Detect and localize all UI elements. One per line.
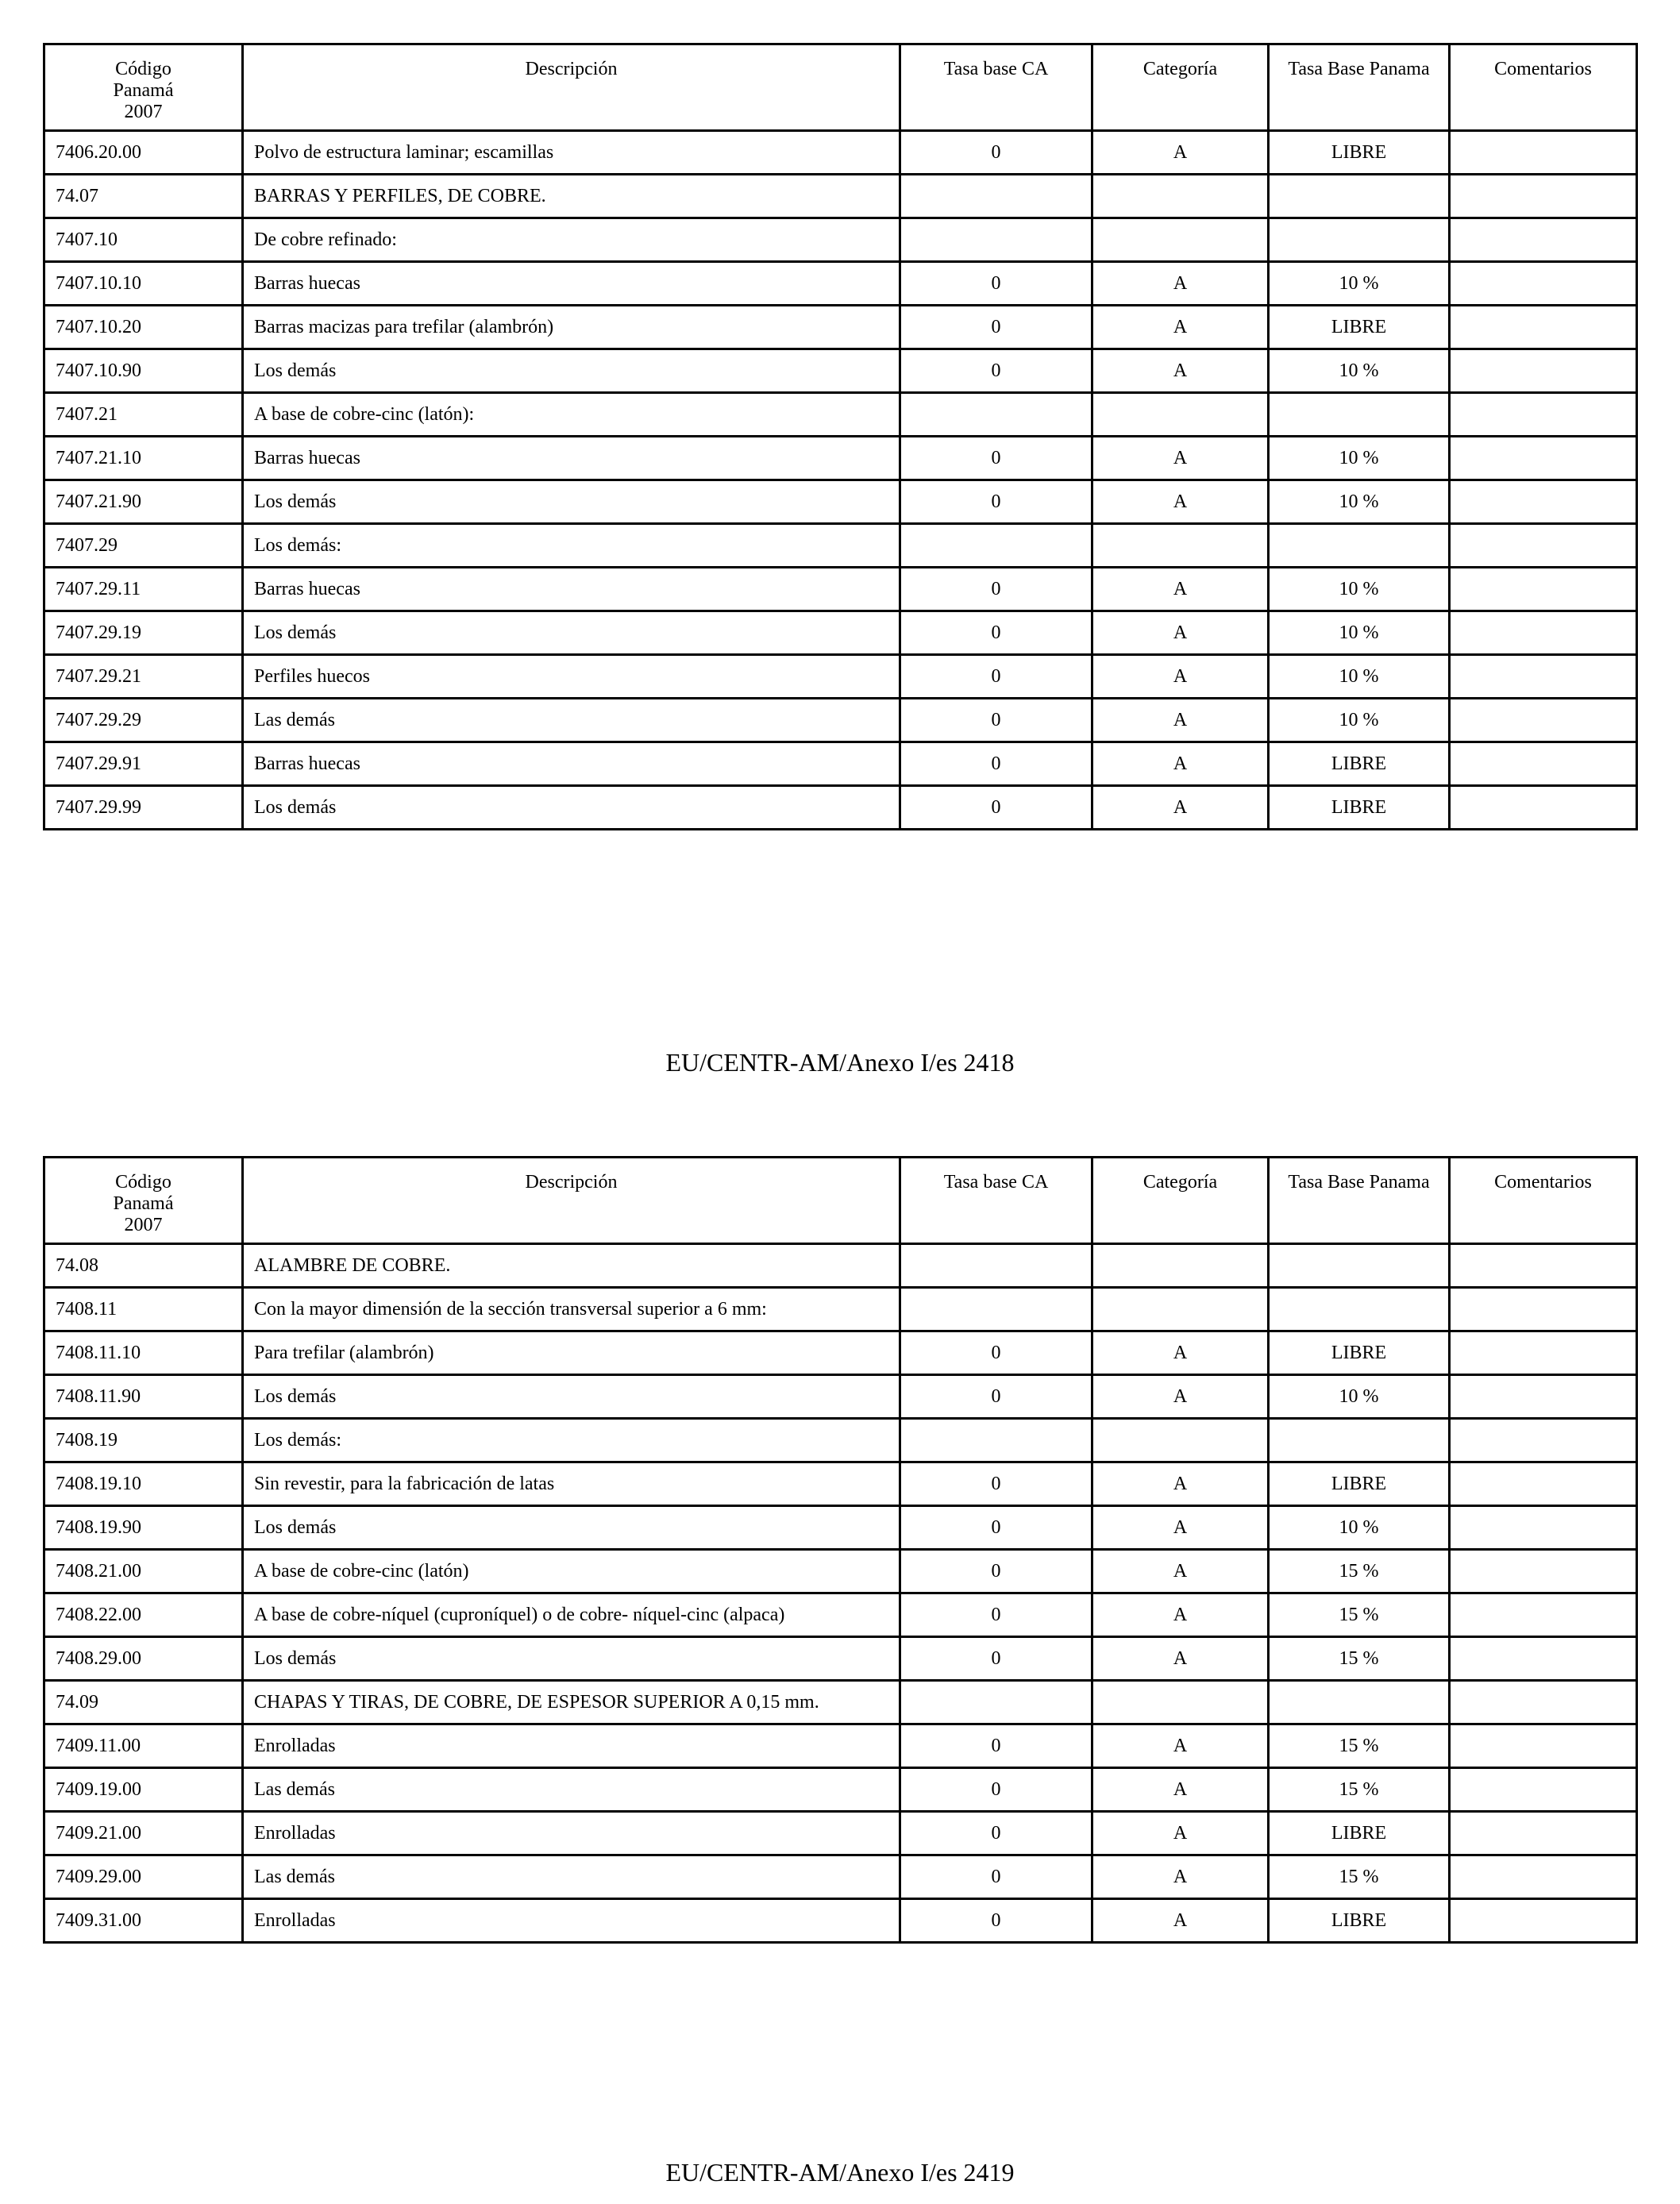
cell-comentarios [1450, 1812, 1637, 1855]
cell-comentarios [1450, 218, 1637, 262]
table-row [44, 218, 1637, 262]
cell-description: Enrolladas [243, 1899, 900, 1943]
cell-tasa-ca: 0 [900, 611, 1092, 655]
header-categoria: Categoría [1092, 1158, 1269, 1244]
cell-categoria [1092, 175, 1269, 218]
cell-tasa-ca: 0 [900, 1724, 1092, 1768]
table-row [44, 131, 1637, 175]
cell-description: CHAPAS Y TIRAS, DE COBRE, DE ESPESOR SUPERIOR A 0,15 mm. [243, 1681, 900, 1724]
header-code-line: Código [115, 59, 171, 79]
header-code [44, 44, 243, 131]
table-row [44, 742, 1637, 786]
cell-code: 74.08 [44, 1244, 243, 1288]
cell-comentarios [1450, 1768, 1637, 1812]
header-categoria: Categoría [1092, 44, 1269, 131]
cell-tasa-ca [900, 1681, 1092, 1724]
cell-tasa-ca: 0 [900, 306, 1092, 349]
cell-categoria: A [1092, 480, 1269, 524]
cell-categoria [1092, 1244, 1269, 1288]
cell-comentarios [1450, 1506, 1637, 1550]
cell-code: 7408.19.10 [44, 1462, 243, 1506]
cell-categoria: A [1092, 349, 1269, 393]
cell-categoria: A [1092, 611, 1269, 655]
cell-categoria: A [1092, 262, 1269, 306]
cell-tasa-panama: LIBRE [1269, 1462, 1450, 1506]
cell-categoria: A [1092, 1768, 1269, 1812]
cell-description: BARRAS Y PERFILES, DE COBRE. [243, 175, 900, 218]
cell-description: Los demás [243, 1637, 900, 1681]
cell-description: Los demás [243, 1375, 900, 1419]
cell-categoria: A [1092, 1331, 1269, 1375]
page-footer: EU/CENTR-AM/Anexo I/es 2419 [665, 2158, 1015, 2187]
cell-description: A base de cobre-níquel (cuproníquel) o de cobre- níquel-cinc (alpaca) [243, 1593, 900, 1637]
cell-description: Las demás [243, 1768, 900, 1812]
cell-code: 7408.21.00 [44, 1550, 243, 1593]
cell-code: 7407.10.20 [44, 306, 243, 349]
cell-tasa-panama: 15 % [1269, 1550, 1450, 1593]
cell-code: 7407.29.91 [44, 742, 243, 786]
cell-tasa-panama: 15 % [1269, 1768, 1450, 1812]
cell-comentarios [1450, 1593, 1637, 1637]
cell-description: Barras huecas [243, 742, 900, 786]
cell-tasa-panama: LIBRE [1269, 1899, 1450, 1943]
table-row [44, 349, 1637, 393]
header-code-line: Código [115, 1172, 171, 1193]
cell-description: A base de cobre-cinc (latón): [243, 393, 900, 437]
cell-tasa-panama: LIBRE [1269, 786, 1450, 830]
cell-code: 7407.10.10 [44, 262, 243, 306]
cell-tasa-panama: 10 % [1269, 655, 1450, 699]
cell-categoria: A [1092, 1462, 1269, 1506]
cell-categoria: A [1092, 1637, 1269, 1681]
cell-tasa-ca: 0 [900, 1462, 1092, 1506]
cell-tasa-ca: 0 [900, 1855, 1092, 1899]
cell-comentarios [1450, 1637, 1637, 1681]
cell-description: Polvo de estructura laminar; escamillas [243, 131, 900, 175]
table-row [44, 1593, 1637, 1637]
cell-code: 7407.21 [44, 393, 243, 437]
cell-comentarios [1450, 393, 1637, 437]
cell-comentarios [1450, 262, 1637, 306]
cell-comentarios [1450, 699, 1637, 742]
cell-categoria: A [1092, 131, 1269, 175]
cell-description: A base de cobre-cinc (latón) [243, 1550, 900, 1593]
cell-tasa-panama: 10 % [1269, 1375, 1450, 1419]
cell-description: Los demás [243, 786, 900, 830]
cell-tasa-ca: 0 [900, 1637, 1092, 1681]
cell-tasa-panama: 15 % [1269, 1593, 1450, 1637]
table-row [44, 1899, 1637, 1943]
table-row [44, 1855, 1637, 1899]
cell-code: 74.07 [44, 175, 243, 218]
cell-tasa-ca [900, 1244, 1092, 1288]
cell-comentarios [1450, 175, 1637, 218]
cell-code: 7409.19.00 [44, 1768, 243, 1812]
cell-tasa-panama: LIBRE [1269, 742, 1450, 786]
cell-description: De cobre refinado: [243, 218, 900, 262]
cell-code: 7406.20.00 [44, 131, 243, 175]
cell-description: Perfiles huecos [243, 655, 900, 699]
table-header-row [44, 1158, 1637, 1244]
table-row [44, 1375, 1637, 1419]
cell-tasa-panama: LIBRE [1269, 1812, 1450, 1855]
cell-description: Sin revestir, para la fabricación de latas [243, 1462, 900, 1506]
cell-description: Los demás: [243, 1419, 900, 1462]
tariff-table-1 [43, 43, 1638, 830]
table-row [44, 524, 1637, 568]
cell-categoria [1092, 393, 1269, 437]
header-code-line: 2007 [124, 1215, 163, 1235]
cell-comentarios [1450, 611, 1637, 655]
cell-description: Barras macizas para trefilar (alambrón) [243, 306, 900, 349]
cell-tasa-ca [900, 393, 1092, 437]
table-body [44, 1244, 1637, 1943]
table-row [44, 393, 1637, 437]
table-row [44, 1768, 1637, 1812]
cell-categoria: A [1092, 1375, 1269, 1419]
table-row [44, 480, 1637, 524]
cell-categoria [1092, 1288, 1269, 1331]
cell-comentarios [1450, 1681, 1637, 1724]
cell-comentarios [1450, 480, 1637, 524]
header-description: Descripción [243, 44, 900, 131]
table-row [44, 699, 1637, 742]
table-header-row [44, 44, 1637, 131]
cell-description: ALAMBRE DE COBRE. [243, 1244, 900, 1288]
cell-code: 7407.10 [44, 218, 243, 262]
table-row [44, 1724, 1637, 1768]
cell-code: 7407.21.90 [44, 480, 243, 524]
cell-comentarios [1450, 786, 1637, 830]
header-tasa-panama: Tasa Base Panama [1269, 1158, 1450, 1244]
cell-categoria: A [1092, 1724, 1269, 1768]
cell-tasa-panama: LIBRE [1269, 1331, 1450, 1375]
table-body [44, 131, 1637, 830]
cell-categoria: A [1092, 568, 1269, 611]
cell-comentarios [1450, 1288, 1637, 1331]
cell-comentarios [1450, 1550, 1637, 1593]
cell-tasa-panama: 10 % [1269, 568, 1450, 611]
table-row [44, 262, 1637, 306]
header-description: Descripción [243, 1158, 900, 1244]
cell-code: 7408.11.10 [44, 1331, 243, 1375]
table-row [44, 1331, 1637, 1375]
cell-code: 7409.29.00 [44, 1855, 243, 1899]
cell-categoria: A [1092, 437, 1269, 480]
cell-tasa-ca [900, 1419, 1092, 1462]
table-row [44, 1550, 1637, 1593]
cell-tasa-panama: 10 % [1269, 437, 1450, 480]
cell-tasa-ca: 0 [900, 568, 1092, 611]
cell-comentarios [1450, 524, 1637, 568]
cell-tasa-ca: 0 [900, 786, 1092, 830]
table-row [44, 1462, 1637, 1506]
cell-code: 7408.19 [44, 1419, 243, 1462]
table-row [44, 1637, 1637, 1681]
cell-categoria: A [1092, 655, 1269, 699]
cell-code: 7407.29.99 [44, 786, 243, 830]
table-row [44, 1506, 1637, 1550]
cell-comentarios [1450, 568, 1637, 611]
table-row [44, 1812, 1637, 1855]
cell-tasa-panama [1269, 1288, 1450, 1331]
cell-comentarios [1450, 1331, 1637, 1375]
cell-categoria [1092, 1419, 1269, 1462]
cell-tasa-ca [900, 1288, 1092, 1331]
cell-description: Las demás [243, 699, 900, 742]
cell-code: 7408.11 [44, 1288, 243, 1331]
cell-code: 7409.31.00 [44, 1899, 243, 1943]
table-row [44, 306, 1637, 349]
cell-categoria: A [1092, 306, 1269, 349]
table-row [44, 175, 1637, 218]
cell-categoria: A [1092, 1855, 1269, 1899]
cell-tasa-ca: 0 [900, 742, 1092, 786]
cell-description: Los demás [243, 1506, 900, 1550]
header-tasa-ca: Tasa base CA [900, 44, 1092, 131]
cell-description: Enrolladas [243, 1812, 900, 1855]
cell-comentarios [1450, 306, 1637, 349]
cell-tasa-panama [1269, 524, 1450, 568]
cell-tasa-panama: 10 % [1269, 262, 1450, 306]
cell-code: 7408.11.90 [44, 1375, 243, 1419]
table-row [44, 1288, 1637, 1331]
cell-code: 74.09 [44, 1681, 243, 1724]
cell-tasa-panama: 15 % [1269, 1724, 1450, 1768]
cell-comentarios [1450, 1899, 1637, 1943]
cell-tasa-panama: 10 % [1269, 349, 1450, 393]
cell-code: 7408.19.90 [44, 1506, 243, 1550]
cell-tasa-ca: 0 [900, 1899, 1092, 1943]
cell-tasa-ca: 0 [900, 1375, 1092, 1419]
cell-tasa-panama: 15 % [1269, 1637, 1450, 1681]
cell-tasa-ca [900, 524, 1092, 568]
cell-categoria: A [1092, 1550, 1269, 1593]
cell-comentarios [1450, 1244, 1637, 1288]
cell-tasa-ca: 0 [900, 1550, 1092, 1593]
cell-description: Barras huecas [243, 568, 900, 611]
header-tasa-panama: Tasa Base Panama [1269, 44, 1450, 131]
header-code-line: 2007 [124, 102, 163, 122]
cell-comentarios [1450, 1724, 1637, 1768]
cell-categoria: A [1092, 699, 1269, 742]
cell-categoria [1092, 218, 1269, 262]
table-row [44, 568, 1637, 611]
header-comentarios: Comentarios [1450, 44, 1637, 131]
cell-tasa-panama: 10 % [1269, 611, 1450, 655]
cell-categoria [1092, 1681, 1269, 1724]
cell-code: 7407.29.29 [44, 699, 243, 742]
cell-comentarios [1450, 1462, 1637, 1506]
cell-tasa-ca: 0 [900, 1331, 1092, 1375]
cell-tasa-panama [1269, 1244, 1450, 1288]
page-footer: EU/CENTR-AM/Anexo I/es 2418 [665, 1048, 1015, 1077]
table-row [44, 1244, 1637, 1288]
cell-tasa-ca: 0 [900, 655, 1092, 699]
cell-tasa-panama: LIBRE [1269, 306, 1450, 349]
cell-tasa-ca [900, 175, 1092, 218]
cell-categoria: A [1092, 1506, 1269, 1550]
cell-code: 7407.29.11 [44, 568, 243, 611]
cell-tasa-ca [900, 218, 1092, 262]
cell-code: 7407.21.10 [44, 437, 243, 480]
cell-code: 7409.11.00 [44, 1724, 243, 1768]
cell-tasa-panama: 10 % [1269, 480, 1450, 524]
cell-description: Barras huecas [243, 262, 900, 306]
table-row [44, 611, 1637, 655]
cell-tasa-ca: 0 [900, 262, 1092, 306]
cell-tasa-ca: 0 [900, 437, 1092, 480]
tariff-table-2 [43, 1156, 1638, 1944]
cell-comentarios [1450, 1375, 1637, 1419]
cell-comentarios [1450, 1855, 1637, 1899]
table-row [44, 1681, 1637, 1724]
cell-description: Las demás [243, 1855, 900, 1899]
header-code-line: Panamá [113, 1193, 174, 1214]
cell-description: Los demás: [243, 524, 900, 568]
cell-tasa-panama [1269, 1681, 1450, 1724]
cell-tasa-ca: 0 [900, 131, 1092, 175]
cell-description: Enrolladas [243, 1724, 900, 1768]
cell-tasa-panama [1269, 218, 1450, 262]
cell-description: Para trefilar (alambrón) [243, 1331, 900, 1375]
cell-tasa-panama [1269, 175, 1450, 218]
cell-tasa-ca: 0 [900, 699, 1092, 742]
cell-categoria: A [1092, 786, 1269, 830]
table-row [44, 1419, 1637, 1462]
cell-tasa-panama [1269, 393, 1450, 437]
header-comentarios: Comentarios [1450, 1158, 1637, 1244]
cell-categoria: A [1092, 1593, 1269, 1637]
header-tasa-ca: Tasa base CA [900, 1158, 1092, 1244]
cell-description: Los demás [243, 349, 900, 393]
cell-tasa-ca: 0 [900, 480, 1092, 524]
cell-code: 7408.22.00 [44, 1593, 243, 1637]
cell-tasa-panama: LIBRE [1269, 131, 1450, 175]
cell-comentarios [1450, 1419, 1637, 1462]
table-row [44, 655, 1637, 699]
cell-categoria [1092, 524, 1269, 568]
cell-description: Con la mayor dimensión de la sección transversal superior a 6 mm: [243, 1288, 900, 1331]
cell-tasa-panama: 10 % [1269, 1506, 1450, 1550]
header-code-line: Panamá [113, 80, 174, 101]
cell-categoria: A [1092, 1812, 1269, 1855]
table-row [44, 786, 1637, 830]
cell-comentarios [1450, 655, 1637, 699]
cell-tasa-panama: 15 % [1269, 1855, 1450, 1899]
cell-code: 7407.29.21 [44, 655, 243, 699]
cell-tasa-panama [1269, 1419, 1450, 1462]
cell-description: Los demás [243, 480, 900, 524]
cell-tasa-panama: 10 % [1269, 699, 1450, 742]
cell-categoria: A [1092, 742, 1269, 786]
cell-comentarios [1450, 742, 1637, 786]
cell-code: 7409.21.00 [44, 1812, 243, 1855]
cell-code: 7407.29.19 [44, 611, 243, 655]
cell-code: 7407.10.90 [44, 349, 243, 393]
cell-comentarios [1450, 437, 1637, 480]
cell-categoria: A [1092, 1899, 1269, 1943]
cell-description: Los demás [243, 611, 900, 655]
cell-tasa-ca: 0 [900, 1768, 1092, 1812]
cell-description: Barras huecas [243, 437, 900, 480]
cell-tasa-ca: 0 [900, 349, 1092, 393]
header-code [44, 1158, 243, 1244]
cell-comentarios [1450, 131, 1637, 175]
cell-tasa-ca: 0 [900, 1812, 1092, 1855]
table-row [44, 437, 1637, 480]
cell-tasa-ca: 0 [900, 1506, 1092, 1550]
cell-code: 7407.29 [44, 524, 243, 568]
cell-comentarios [1450, 349, 1637, 393]
cell-tasa-ca: 0 [900, 1593, 1092, 1637]
cell-code: 7408.29.00 [44, 1637, 243, 1681]
